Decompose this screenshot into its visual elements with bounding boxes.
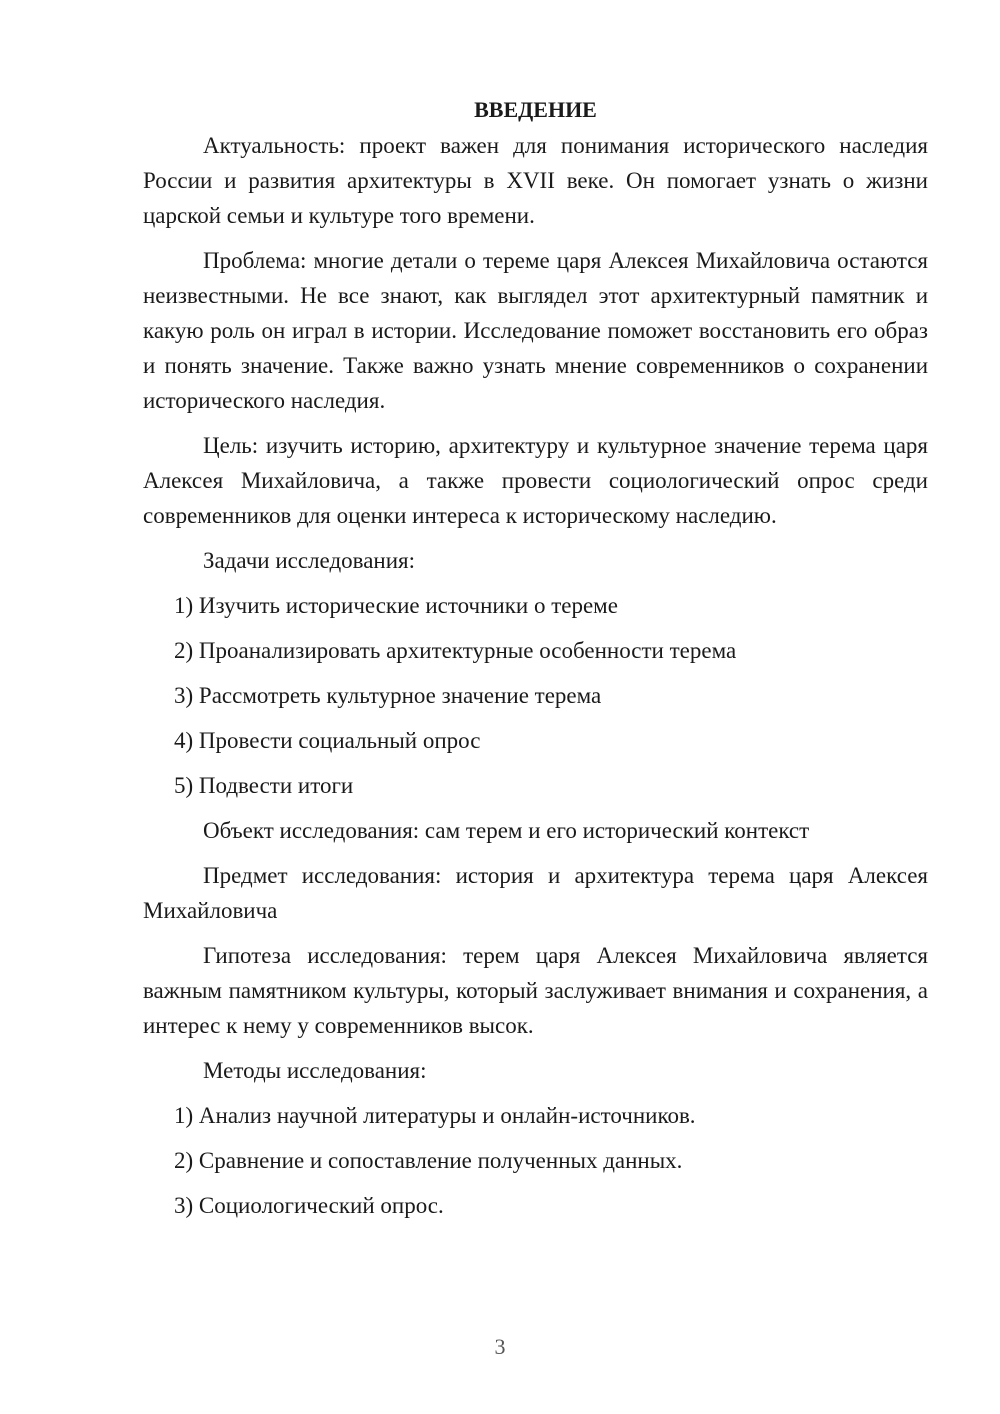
task-item-1: 1) Изучить исторические источники о тереме [174,593,618,618]
tasks-heading: Задачи исследования: [203,548,416,573]
method-item-1: 1) Анализ научной литературы и онлайн-источников. [174,1103,696,1128]
task-item-5: 5) Подвести итоги [174,773,354,798]
paragraph-goal: Цель: изучить историю, архитектуру и культурное значение терема царя Алексея Михайловича, а также провести социологический опрос среди современников для оценки интереса к историческому наследию. [143,433,928,528]
task-item-2: 2) Проанализировать архитектурные особенности терема [174,638,737,663]
page-title: ВВЕДЕНИЕ [474,97,597,122]
paragraph-relevance: Актуальность: проект важен для понимания исторического наследия России и развития архитектуры в XVII веке. Он помогает узнать о жизни царской семьи и культуре того времени. [143,133,928,228]
method-item-2: 2) Сравнение и сопоставление полученных данных. [174,1148,683,1173]
paragraph-object: Объект исследования: сам терем и его исторический контекст [203,818,810,843]
task-item-3: 3) Рассмотреть культурное значение терема [174,683,602,708]
method-item-3: 3) Социологический опрос. [174,1193,444,1218]
task-item-4: 4) Провести социальный опрос [174,728,481,753]
paragraph-subject: Предмет исследования: история и архитектура терема царя Алексея Михайловича [143,863,928,923]
methods-heading: Методы исследования: [203,1058,427,1083]
document-page [143,92,928,1233]
paragraph-problem: Проблема: многие детали о тереме царя Алексея Михайловича остаются неизвестными. Не все знают, как выглядел этот архитектурный памятник и какую роль он играл в истории. Исследование поможет восстановить его образ и понять значение. Также важно узнать мнение современников о сохранении исторического наследия. [143,248,928,413]
page-number: 3 [494,1334,506,1359]
paragraph-hypothesis: Гипотеза исследования: терем царя Алексея Михайловича является важным памятником культуры, который заслуживает внимания и сохранения, а интерес к нему у современников высок. [143,943,928,1038]
